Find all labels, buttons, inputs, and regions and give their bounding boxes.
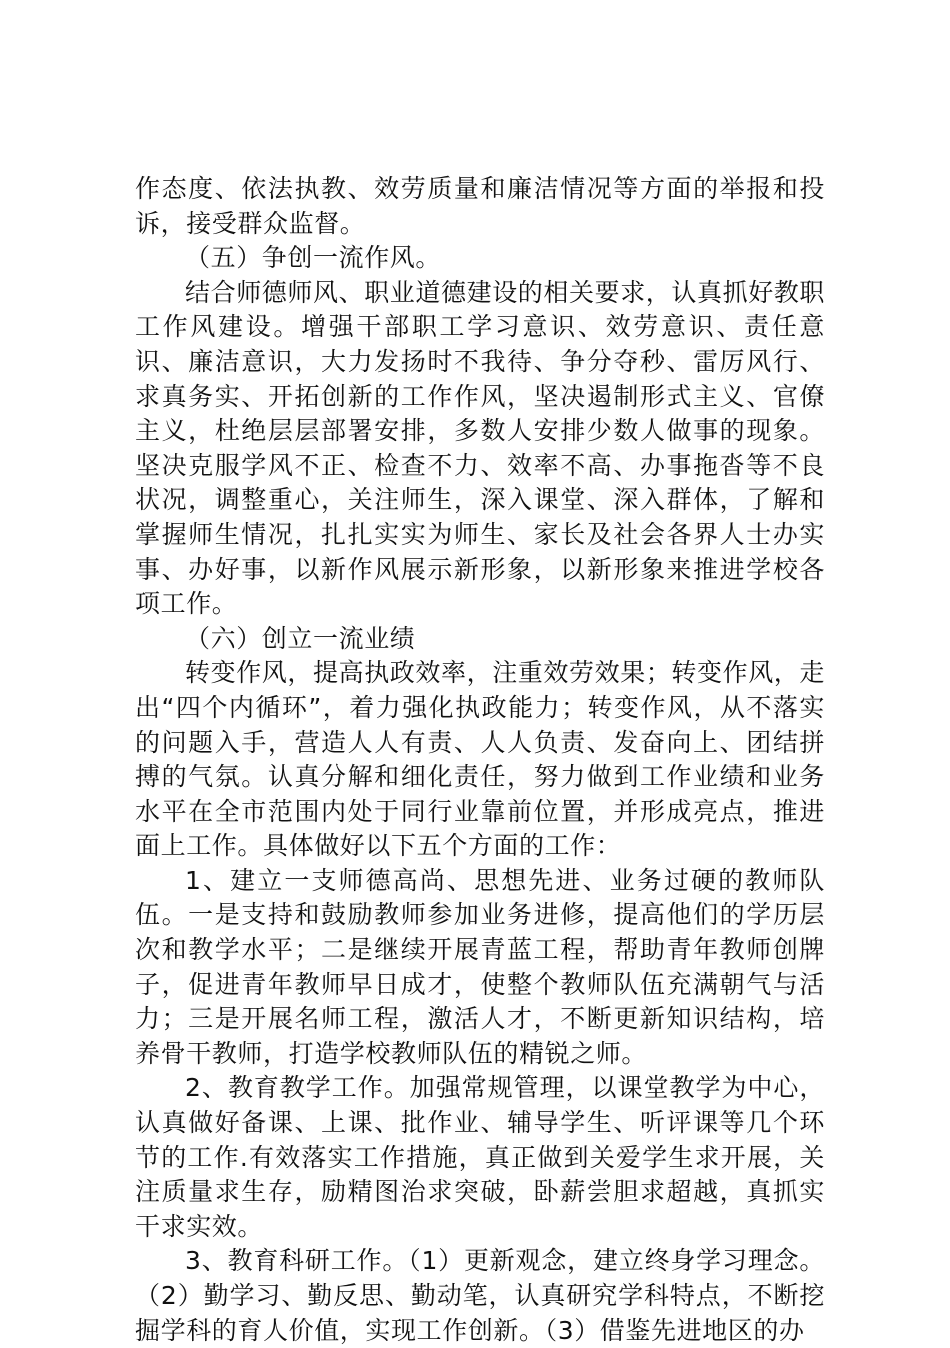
paragraph-work-style: 结合师德师风、职业道德建设的相关要求，认真抓好教职工作风建设。增强干部职工学习意识、效劳意识、责任意识、廉洁意识，大力发扬时不我待、争分夺秒、雷厉风行、求真务实、开拓创新的工作作风，坚决遏制形式主义、官僚主义，杜绝层层部署安排，多数人安排少数人做事的现象。坚决克服学风不正、检查不力、效率不高、办事拖沓等不良状况，调整重心，关注师生，深入课堂、深入群体，了解和掌握师生情况，扎扎实实为师生、家长及社会各界人士办实事、办好事，以新作风展示新形象，以新形象来推进学校各项工作。	[135, 277, 826, 619]
paragraph-item-2: 2、教育教学工作。加强常规管理，以课堂教学为中心，认真做好备课、上课、批作业、辅导学生、听评课等几个环节的工作.有效落实工作措施，真正做到关爱学生求开展，关注质量求生存，励精图治求突破，卧薪尝胆求超越，真抓实干求实效。	[135, 1073, 825, 1241]
paragraph-item-3: 3、教育科研工作。（1）更新观念，建立终身学习理念。（2）勤学习、勤反思、勤动笔，认真研究学科特点，不断挖掘学科的育人价值，实现工作创新。（3）借鉴先进地区的办	[135, 1246, 825, 1345]
paragraph-continuation: 作态度、依法执教、效劳质量和廉洁情况等方面的举报和投诉，接受群众监督。	[135, 174, 825, 238]
paragraph-performance: 转变作风，提高执政效率，注重效劳效果；转变作风，走出“四个内循环”，着力强化执政能力；转变作风，从不落实的问题入手，营造人人有责、人人负责、发奋向上、团结拼搏的气氛。认真分解和细化责任，努力做到工作业绩和业务水平在全市范围内处于同行业靠前位置，并形成亮点，推进面上工作。具体做好以下五个方面的工作：	[135, 658, 826, 861]
section-heading-5: （五）争创一流作风。	[185, 243, 442, 273]
paragraph-item-1: 1、建立一支师德高尚、思想先进、业务过硬的教师队伍。一是支持和鼓励教师参加业务进修，提高他们的学历层次和教学水平；二是继续开展青蓝工程，帮助青年教师创牌子，促进青年教师早日成才，使整个教师队伍充满朝气与活力；三是开展名师工程，激活人才，不断更新知识结构，培养骨干教师，打造学校教师队伍的精锐之师。	[135, 865, 825, 1068]
section-heading-6: （六）创立一流业绩	[185, 623, 416, 653]
document-body	[135, 172, 825, 1348]
